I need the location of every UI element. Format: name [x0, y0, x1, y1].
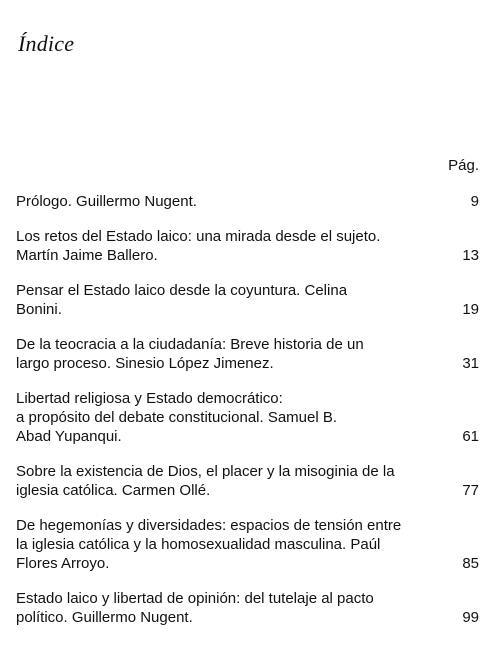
toc-page-number: 77 [462, 482, 479, 499]
toc-entry-text: Prólogo. Guillermo Nugent. [16, 193, 197, 210]
toc-page-number: 9 [470, 193, 479, 210]
toc-entry-text: largo proceso. Sinesio López Jimenez. [16, 355, 274, 372]
toc-entry-text: Bonini. [16, 301, 62, 318]
toc-entry [16, 389, 479, 446]
toc-entry-text: Sobre la existencia de Dios, el placer y la misoginia de la [16, 463, 395, 480]
page-title: Índice [18, 31, 75, 56]
toc-entry [16, 192, 479, 211]
toc-entry [16, 335, 479, 373]
toc-entry-text: Martín Jaime Ballero. [16, 247, 158, 264]
toc-entry [16, 462, 479, 500]
toc-entry [16, 589, 479, 627]
toc-entry-text: la iglesia católica y la homosexualidad masculina. Paúl [16, 536, 381, 553]
toc-entry [16, 281, 479, 319]
toc-entry-text: Flores Arroyo. [16, 555, 110, 572]
toc-page-number: 31 [462, 355, 479, 372]
toc-page-number: 13 [462, 247, 479, 264]
page-column-header: Pág. [448, 157, 479, 174]
toc-page-number: 19 [462, 301, 479, 318]
toc-entry-text: Libertad religiosa y Estado democrático: [16, 390, 283, 407]
toc-entry-text: Los retos del Estado laico: una mirada desde el sujeto. [16, 228, 381, 245]
toc-entry-text: Estado laico y libertad de opinión: del tutelaje al pacto [16, 590, 374, 607]
toc-entry-text: De la teocracia a la ciudadanía: Breve historia de un [16, 336, 364, 353]
toc-entry-text: De hegemonías y diversidades: espacios de tensión entre [16, 517, 402, 534]
toc-entry [16, 227, 479, 265]
toc-entry [16, 516, 479, 573]
table-of-contents [16, 192, 479, 643]
toc-page-number: 61 [462, 428, 479, 445]
toc-entry-text: Abad Yupanqui. [16, 428, 122, 445]
toc-entry-text: político. Guillermo Nugent. [16, 609, 193, 626]
toc-page-number: 99 [462, 609, 479, 626]
toc-entry-text: iglesia católica. Carmen Ollé. [16, 482, 211, 499]
toc-page-number: 85 [462, 555, 479, 572]
toc-entry-text: a propósito del debate constitucional. Samuel B. [16, 409, 338, 426]
toc-entry-text: Pensar el Estado laico desde la coyuntura. Celina [16, 282, 348, 299]
